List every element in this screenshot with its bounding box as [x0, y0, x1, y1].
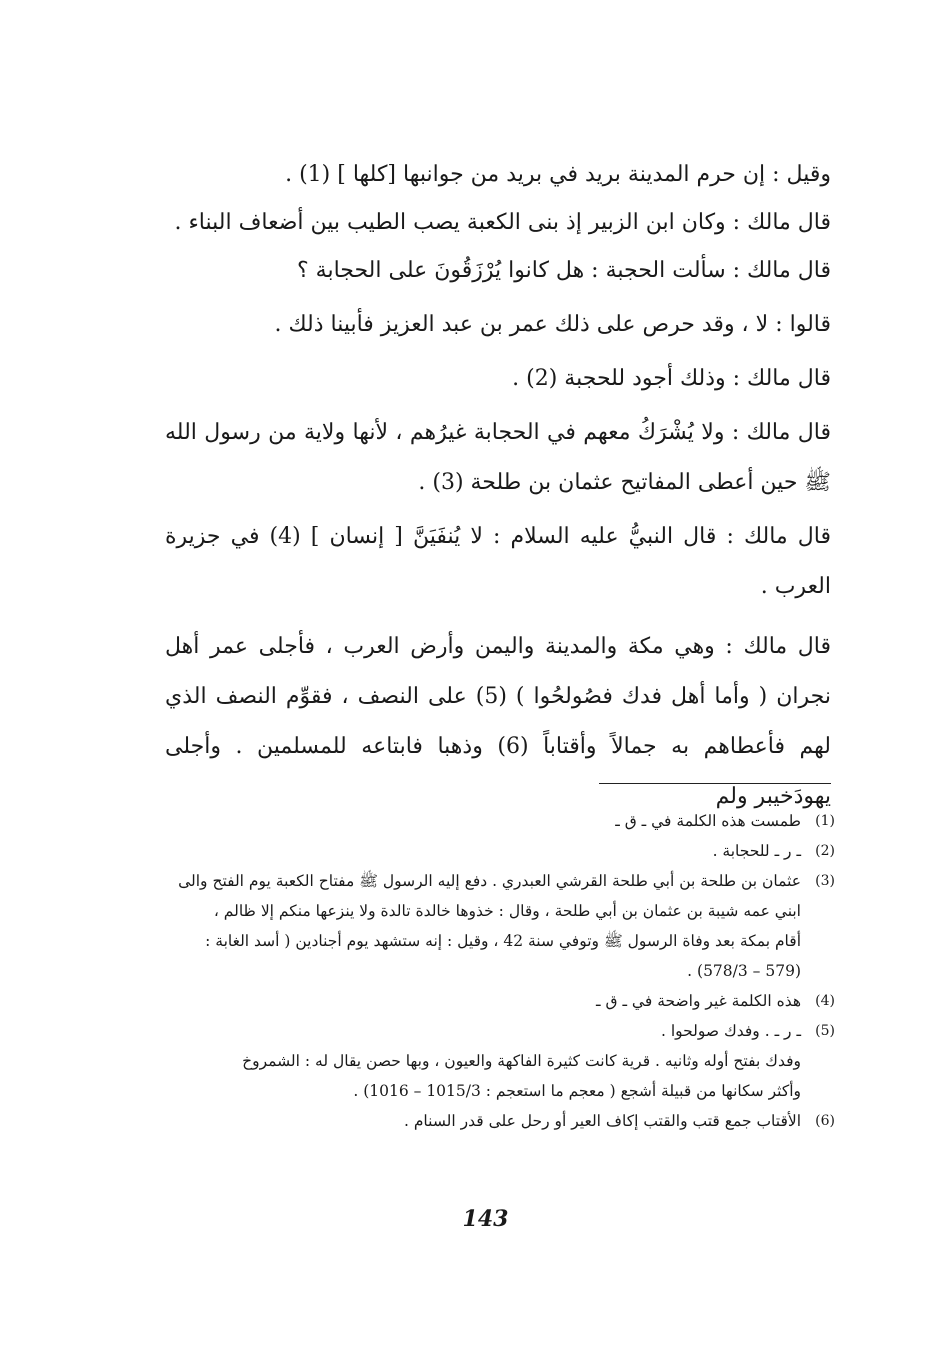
footnote-line: عثمان بن طلحة بن أبي طلحة القرشي العبدري . دفع إليه الرسول ﷺ مفتاح الكعبة يوم الفتح والى [178, 872, 801, 890]
footnote-number: (3) [815, 873, 835, 889]
footnotes [168, 806, 835, 1136]
footnote-4 [168, 986, 835, 1016]
paragraph-7: قال مالك : قال النبيُّ عليه السلام : لا يُنفَيَنَّ [ إنسان ] (4) في جزيرة العرب . [165, 524, 831, 599]
footnote-text: هذه الكلمة غير واضحة في ـ ق ـ [596, 992, 801, 1010]
paragraph-2: قال مالك : وكان ابن الزبير إذ بنى الكعبة يصب الطيب بين أضعاف البناء . [174, 210, 831, 235]
footnote-text: طمست هذه الكلمة في ـ ق ـ [615, 812, 801, 830]
main-text [165, 150, 831, 822]
paragraph-4: قالوا : لا ، وقد حرص على ذلك عمر بن عبد العزيز فأبينا ذلك . [274, 312, 831, 337]
paragraph-8: قال مالك : وهي مكة والمدينة واليمن وأرض العرب ، فأجلى عمر أهل نجران ( وأما أهل فدك فصُولحُوا ) (5) على النصف ، فقوِّم النصف الذي لهم فأعطاهم به جمالاً وأقتاباً (6) وذهبا فابتاعه للمسلمين . وأجلى يهودَخيبر ولم [165, 634, 832, 809]
footnote-1 [168, 806, 835, 836]
footnote-line: (579 – 578/3) . [687, 962, 801, 980]
footnote-text: ـ ر ـ . وفدك صولحوا . [661, 1022, 801, 1040]
footnote-number: (2) [815, 843, 835, 859]
footnote-3 [168, 866, 835, 986]
footnote-number: (4) [815, 993, 835, 1009]
footnote-line: وأكثر سكانها من قبيلة أشجع ( معجم ما استعجم : 1015/3 – 1016) . [353, 1082, 801, 1100]
footnote-text: الأقتاب جمع قتب والقتب إكاف العير أو رحل على قدر السنام . [403, 1112, 801, 1130]
footnote-6 [168, 1106, 835, 1136]
footnote-number: (6) [815, 1113, 835, 1129]
footnote-5 [168, 1016, 835, 1046]
page-number: 143 [462, 1206, 509, 1232]
footnote-2 [168, 836, 835, 866]
paragraph-6: قال مالك : ولا يُشْرَكُ معهم في الحجابة غيرُهم ، لأنها ولاية من رسول الله ﷺ حين أعطى المفاتيح عثمان بن طلحة (3) . [165, 420, 831, 495]
footnote-5-continuation [168, 1046, 835, 1106]
footnote-number: (5) [815, 1023, 835, 1039]
paragraph-1: وقيل : إن حرم المدينة بريد في بريد من جوانبها [كلها ] (1) . [285, 162, 831, 187]
paragraph-5: قال مالك : وذلك أجود للحجبة (2) . [512, 366, 831, 391]
footnote-line: وفدك بفتح أوله وثانيه . قرية كانت كثيرة الفاكهة والعيون ، وبها حصن يقال له : الشمروخ [242, 1052, 801, 1070]
footnote-number: (1) [815, 813, 835, 829]
footnote-line: أقام بمكة بعد وفاة الرسول ﷺ وتوفي سنة 42 ، وقيل : إنه ستشهد يوم أجنادين ( أسد الغابة : [205, 932, 801, 950]
paragraph-3: قال مالك : سألت الحجبة : هل كانوا يُرْزَقُونَ على الحجابة ؟ [296, 258, 831, 283]
footnote-text [168, 866, 801, 986]
footnote-line: ابني عمه شيبة بن عثمان بن أبي طلحة ، وقال : خذوها خالدة تالدة ولا ينزعها منكم إلا ظالم ، [213, 902, 801, 920]
footnote-divider [599, 783, 831, 784]
footnote-text: ـ ر ـ للحجابة . [712, 842, 801, 860]
